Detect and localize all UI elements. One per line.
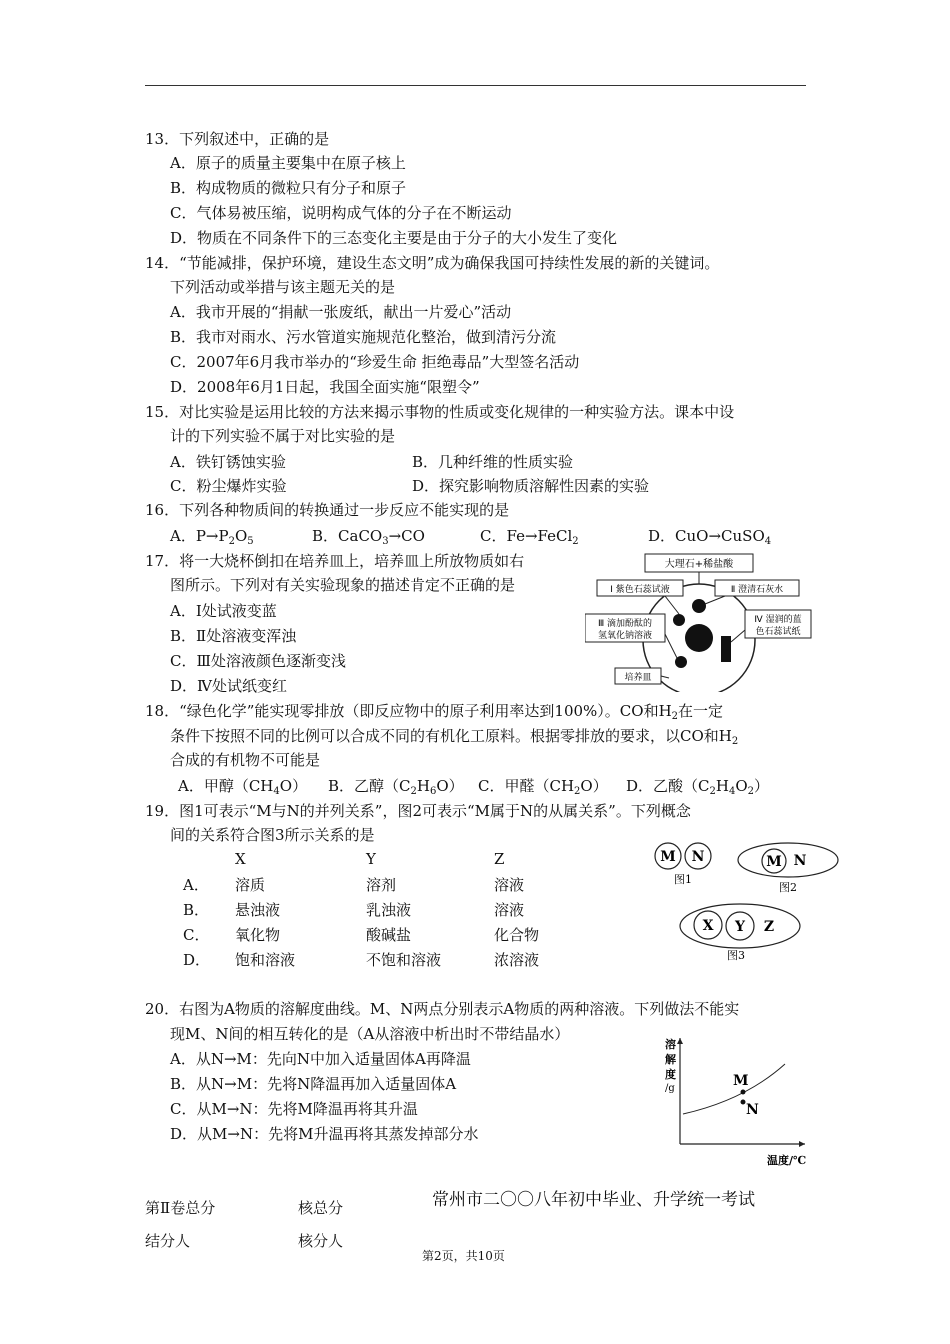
q20-stem-line2: 现M、N间的相互转化的是（A从溶液中析出时不带结晶水） bbox=[170, 1025, 570, 1043]
fig3-caption: 图3 bbox=[727, 949, 745, 962]
y-axis-arrow bbox=[677, 1038, 683, 1044]
fig1-label-m: M bbox=[660, 849, 676, 865]
fig3-label-y: Y bbox=[735, 919, 745, 935]
q14-option-d: D．2008年6月1日起，我国全面实施“限塑令” bbox=[170, 378, 480, 396]
label-iii-line2: 氢氧化钠溶液 bbox=[597, 631, 653, 641]
q15-option-d: D．探究影响物质溶解性因素的实验 bbox=[412, 477, 650, 495]
q20-solubility-figure bbox=[655, 1030, 815, 1170]
q20-option-d: D．从M→N：先将M升温再将其蒸发掉部分水 bbox=[170, 1125, 479, 1143]
q15-stem-line1: 15．对比实验是运用比较的方法来揭示事物的性质或变化规律的一种实验方法。课本中设 bbox=[145, 403, 735, 421]
footer-scorer: 结分人 bbox=[145, 1232, 191, 1250]
q14-option-b: B．我市对雨水、污水管道实施规范化整治，做到清污分流 bbox=[170, 328, 557, 346]
xlabel: 温度/℃ bbox=[767, 1154, 807, 1167]
q20-option-b: B．从N→M：先将N降温再加入适量固体A bbox=[170, 1075, 457, 1093]
q15-option-c: C．粉尘爆炸实验 bbox=[170, 477, 287, 495]
fig2-outer-ellipse bbox=[738, 843, 838, 877]
q17-stem-line1: 17．将一大烧杯倒扣在培养皿上，培养皿上所放物质如右 bbox=[145, 552, 525, 570]
q17-option-c: C．Ⅲ处溶液颜色逐渐变浅 bbox=[170, 652, 346, 670]
q18-option-b: B．乙醇$(C_2H_6O)$ bbox=[328, 777, 464, 797]
q19-row-b-y: 乳浊液 bbox=[366, 901, 412, 919]
exam-title: 常州市二〇〇八年初中毕业、升学统一考试 bbox=[432, 1190, 755, 1210]
label-n: N bbox=[746, 1102, 759, 1118]
q19-row-c-x: 氧化物 bbox=[235, 926, 281, 944]
ylabel-2: 解 bbox=[665, 1053, 676, 1066]
q16-option-a: A．$P\to P_2O_5$ bbox=[170, 527, 254, 547]
q15-stem-line2: 计的下列实验不属于对比实验的是 bbox=[170, 427, 396, 445]
q19-venn-figures bbox=[648, 838, 844, 968]
fig2-caption: 图2 bbox=[779, 881, 797, 894]
q19-row-c-opt: C． bbox=[183, 926, 210, 944]
q18-option-c: C．甲醛$(CH_2O)$ bbox=[478, 777, 608, 797]
ylabel-3: 度 bbox=[665, 1068, 676, 1081]
label-top: 大理石+稀盐酸 bbox=[664, 559, 734, 570]
q19-row-c-y: 酸碱盐 bbox=[366, 926, 412, 944]
q17-option-d: D．Ⅳ处试纸变红 bbox=[170, 677, 288, 695]
q19-header-z: Z bbox=[494, 850, 505, 868]
q19-row-b-opt: B． bbox=[183, 901, 210, 919]
q18-stem-line1: 18．“绿色化学”能实现零排放（即反应物中的原子利用率达到100%）。CO和$H_2$在一定 bbox=[145, 702, 724, 722]
label-iv-line1: Ⅳ 湿润的蓝 bbox=[754, 615, 802, 625]
q16-stem: 16．下列各种物质间的转换通过一步反应不能实现的是 bbox=[145, 501, 510, 519]
fig3-label-z: Z bbox=[763, 919, 775, 935]
fig1-label-n: N bbox=[691, 849, 705, 865]
q19-row-b-z: 溶液 bbox=[494, 901, 525, 919]
point-n bbox=[741, 1100, 746, 1105]
q18-option-d: D．乙酸$(C_2H_4O_2)$ bbox=[626, 777, 770, 797]
q20-option-a: A．从N→M：先向N中加入适量固体A再降温 bbox=[170, 1050, 471, 1068]
q19-row-d-opt: D． bbox=[183, 951, 211, 969]
q19-row-b-x: 悬浊液 bbox=[235, 901, 281, 919]
fig1-caption: 图1 bbox=[674, 873, 692, 886]
ylabel-4: /g bbox=[665, 1083, 675, 1094]
q18-stem-line3: 合成的有机物不可能是 bbox=[170, 751, 321, 769]
q17-petri-dish-figure bbox=[585, 552, 815, 692]
q16-option-d: D．CuO→CuSO$_4$ bbox=[648, 527, 772, 547]
q19-stem-line2: 间的关系符合图3所示关系的是 bbox=[170, 826, 375, 844]
q13-option-b: B．构成物质的微粒只有分子和原子 bbox=[170, 179, 407, 197]
q19-row-a-opt: A． bbox=[183, 876, 209, 894]
dish-item-ii bbox=[692, 599, 706, 613]
q20-stem-line1: 20．右图为A物质的溶解度曲线。M、N两点分别表示A物质的两种溶液。下列做法不能实 bbox=[145, 1000, 740, 1018]
q13-option-d: D．物质在不同条件下的三态变化主要是由于分子的大小发生了变化 bbox=[170, 229, 618, 247]
solubility-curve bbox=[683, 1064, 785, 1114]
dish-item-i bbox=[673, 614, 685, 626]
q19-header-x: X bbox=[235, 850, 246, 868]
q17-option-b: B．Ⅱ处溶液变浑浊 bbox=[170, 627, 297, 645]
q19-stem-line1: 19．图1可表示“M与N的并列关系”，图2可表示“M属于N的从属关系”。下列概念 bbox=[145, 802, 691, 820]
point-m bbox=[741, 1090, 746, 1095]
q19-row-d-z: 浓溶液 bbox=[494, 951, 540, 969]
fig2-label-n: N bbox=[793, 853, 807, 869]
dish-center-substance bbox=[685, 624, 713, 652]
q14-stem-line2: 下列活动或举措与该主题无关的是 bbox=[170, 278, 396, 296]
q16-option-b: B．CaCO$_3$→CO bbox=[312, 527, 425, 547]
q19-row-a-z: 溶液 bbox=[494, 876, 525, 894]
header-rule bbox=[145, 85, 806, 86]
footer-score-total: 第Ⅱ卷总分 bbox=[145, 1199, 216, 1217]
q13-stem: 13．下列叙述中，正确的是 bbox=[145, 130, 330, 148]
q18-stem-line2: 条件下按照不同的比例可以合成不同的有机化工原料。根据零排放的要求，以CO和$H_2$ bbox=[170, 727, 739, 747]
q19-row-a-x: 溶质 bbox=[235, 876, 266, 894]
dish-item-iv bbox=[721, 636, 731, 662]
q14-stem-line1: 14．“节能减排，保护环境，建设生态文明”成为确保我国可持续性发展的新的关键词。 bbox=[145, 254, 720, 272]
label-iii-line1: Ⅲ 滴加酚酞的 bbox=[597, 619, 653, 629]
ylabel-1: 溶 bbox=[665, 1038, 676, 1051]
q18-option-a: A．甲醇$(CH_4O)$ bbox=[178, 777, 308, 797]
label-dish: 培养皿 bbox=[624, 673, 652, 683]
fig3-label-x: X bbox=[702, 918, 714, 934]
x-axis-arrow bbox=[799, 1141, 805, 1147]
q14-option-a: A．我市开展的“捐献一张废纸，献出一片爱心”活动 bbox=[170, 303, 512, 321]
q15-option-b: B．几种纤维的性质实验 bbox=[412, 453, 574, 471]
label-i: Ⅰ 紫色石蕊试液 bbox=[610, 585, 670, 595]
q19-row-d-y: 不饱和溶液 bbox=[366, 951, 442, 969]
q16-option-c: C．Fe→FeCl$_2$ bbox=[480, 527, 579, 547]
q13-option-c: C．气体易被压缩，说明构成气体的分子在不断运动 bbox=[170, 204, 512, 222]
label-m: M bbox=[733, 1073, 749, 1089]
q17-option-a: A．Ⅰ处试液变蓝 bbox=[170, 602, 277, 620]
page-number: 第2页，共10页 bbox=[422, 1249, 505, 1263]
fig2-label-m: M bbox=[766, 854, 782, 870]
q19-header-y: Y bbox=[366, 850, 376, 868]
label-iv-line2: 色石蕊试纸 bbox=[755, 627, 801, 637]
q20-option-c: C．从M→N：先将M降温再将其升温 bbox=[170, 1100, 418, 1118]
q19-row-c-z: 化合物 bbox=[494, 926, 540, 944]
q14-option-c: C．2007年6月我市举办的“珍爱生命 拒绝毒品”大型签名活动 bbox=[170, 353, 580, 371]
label-ii: Ⅱ 澄清石灰水 bbox=[730, 585, 784, 595]
footer-checker-total: 核总分 bbox=[298, 1199, 344, 1217]
q15-option-a: A．铁钉锈蚀实验 bbox=[170, 453, 286, 471]
q19-row-a-y: 溶剂 bbox=[366, 876, 397, 894]
footer-checker: 核分人 bbox=[298, 1232, 344, 1250]
q19-row-d-x: 饱和溶液 bbox=[235, 951, 296, 969]
q17-stem-line2: 图所示。下列对有关实验现象的描述肯定不正确的是 bbox=[170, 576, 516, 594]
q13-option-a: A．原子的质量主要集中在原子核上 bbox=[170, 154, 406, 172]
